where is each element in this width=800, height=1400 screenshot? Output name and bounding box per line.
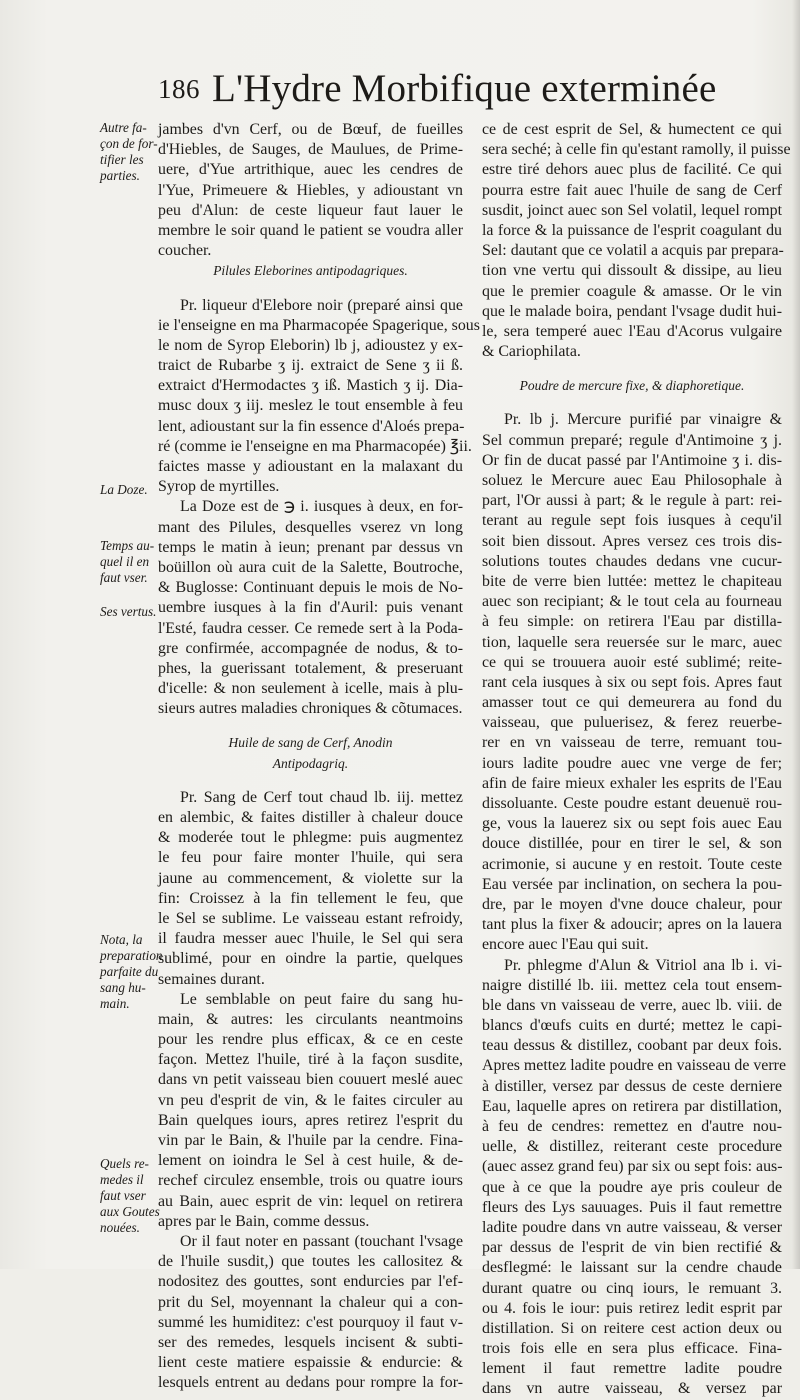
right-column-text-line: estre tiré dehors auec plus de facilité. Ce qui	[482, 161, 782, 179]
right-column-text-line: dans vn autre vaisseau, & versez par	[482, 1380, 782, 1398]
margin-note-line: Ses vertus.	[100, 604, 157, 619]
left-column-text-line: le feu pour faire monter l'huile, qui sera	[158, 849, 463, 867]
right-column-text-line: pourra estre fait auec l'huile de sang de Cerf	[482, 181, 782, 199]
right-column-text-line: iours ladite poudre auec vne verge de fer;	[482, 754, 782, 772]
right-column-heading: Poudre de mercure fixe, & diaphoretique.	[519, 378, 745, 394]
left-column-text-line: Syrop de myrtilles.	[158, 478, 280, 496]
right-column-text-line: susdit, joinct auec son Sel volatil, lequel rompt	[482, 201, 782, 219]
left-column-text-line: & moderée tout le phlegme: puis augmentez	[158, 829, 463, 847]
right-column-text-line: à feu de cendres: remettez en d'autre nou-	[482, 1118, 782, 1135]
right-column-text-line: solutions toutes chaudes dedans vne cucur-	[482, 552, 782, 570]
margin-note-line: parties.	[100, 168, 140, 183]
left-column-text-line: gre confirmée, accompagnée de nodus, & to-	[158, 639, 463, 657]
right-column-spacer	[482, 362, 782, 376]
left-column-text-line: lesquels entrent au dedans pour rompre la for-	[158, 1374, 463, 1392]
right-column-text-line: afin de faire mieux exhaler les esprits de l'Eau	[482, 774, 782, 792]
margin-note-line: parfaite du	[100, 964, 159, 979]
left-column-text-line: peu d'Alun: de ceste liqueur faut lauer le	[158, 201, 463, 219]
left-column-text-line: uere, d'Yue artrithique, auec les cendres de	[158, 161, 463, 179]
left-column-text-line: fin: Croissez à la fin tellement le feu, que	[158, 889, 463, 907]
left-column-text-line: lent, adioustant sur la fin essence d'Aloés prepa-	[158, 417, 465, 435]
left-column-text-line: jambes d'vn Cerf, ou de Bœuf, de fueilles	[158, 121, 463, 138]
left-column-text-line: traict de Rubarbe ʒ ij. extraict de Sene ʒ ii ß.	[158, 357, 463, 375]
right-column-text-line: bite de verre bien luttée: mettez le chapiteau	[482, 572, 782, 590]
left-column-text-line: Or il faut noter en passant (touchant l'vsage	[180, 1232, 463, 1250]
left-column-spacer	[158, 774, 463, 788]
right-column-text-line: par dessus de l'esprit de vin bien rectifié &	[482, 1239, 782, 1257]
left-column-text-line: musc doux ʒ iij. meslez le tout ensemble à feu	[158, 397, 463, 415]
right-column-text-line: Pr. lb j. Mercure purifié par vinaigre &	[504, 411, 782, 429]
right-column-text-line: terant au regule sept fois iusques à cequ'il	[482, 512, 782, 530]
right-column-text-line: Pr. phlegme d'Alun & Vitriol ana lb i. vi-	[504, 956, 782, 974]
right-column-text-line: part, l'Or aussi à part; & le regule à part: rei-	[482, 492, 782, 510]
margin-note-line: Autre fa-	[100, 120, 147, 135]
left-column-heading: Antipodagriq.	[272, 755, 349, 771]
margin-note-line: preparation	[100, 948, 163, 963]
page-number: 186	[158, 74, 200, 104]
left-column-text-line: sublimé, pour en oindre la partie, quelques	[158, 950, 463, 968]
left-column-text-line: ser des remedes, lesquels incisent & subti-	[158, 1333, 463, 1351]
right-column-text-line: soit bien dissout. Apres versez ces trois dis-	[482, 532, 782, 550]
left-column-text-line: mant des Pilules, desquelles vserez vn long	[158, 518, 463, 536]
margin-note-line: faut vser	[100, 1188, 146, 1203]
left-column-text-line: nodositez des gouttes, sont endurcies par l'ef-	[158, 1273, 463, 1291]
right-column-text-line: rant cela iusques à six ou sept fois. Apres faut	[482, 673, 782, 691]
right-column-text-line: la force & la puissance de l'esprit coagulant du	[482, 221, 782, 239]
right-column-text-line: ce qui se trouuera auoir esté sublimé; reite-	[482, 653, 782, 671]
margin-note	[100, 604, 160, 620]
left-column-text-line: pour les rendre plus efficax, & ce en ceste	[158, 1031, 463, 1049]
left-column-text-line: La Doze est de ℈ i. iusques à deux, en for-	[180, 498, 463, 516]
margin-note-line: faut vser.	[100, 570, 148, 585]
left-column-text-line: vn peu d'esprit de vin, & le faites circuler au	[158, 1091, 463, 1109]
right-column-text-line: naigre distillé lb. iii. mettez cela tout ensem-	[482, 976, 782, 994]
right-column-text-line: Or fin de ducat passé par l'Antimoine ʒ i. dis-	[482, 451, 782, 469]
left-column-heading: Huile de sang de Cerf, Anodin	[228, 735, 393, 751]
margin-note-line: sang hu-	[100, 980, 146, 995]
right-column-text-line: soluez le Mercure auec Eau Philosophale à	[482, 472, 782, 489]
right-column-text-line: teau dessus & distillez, coobant par deux fois.	[482, 1037, 782, 1055]
margin-note-line: nouées.	[100, 1220, 140, 1235]
right-column-text-line: (auec assez grand feu) par six ou sept fois: aus-	[482, 1158, 783, 1176]
right-column-text-line: à feu simple: on retirera l'Eau par distilla-	[482, 613, 782, 631]
margin-note-line: Quels re-	[100, 1156, 149, 1171]
right-column-text-line: & Cariophilata.	[482, 343, 581, 361]
page-edge-shadow	[792, 0, 800, 1269]
right-column-text-line: le, sera temperé auec l'Eau d'Acorus vulgaire	[482, 322, 782, 340]
margin-note	[100, 482, 160, 498]
left-column-text-line: l'Yue, Primeuere & Hiebles, y adioustant vn	[158, 181, 463, 199]
right-column-text-line: tion vne vertu qui dissoult & dissipe, au lieu	[482, 262, 782, 280]
left-column-text-line: au Bain, auec esprit de vin: lequel on retirera	[158, 1192, 463, 1210]
right-column-text-line: dissoluante. Ceste poudre estant deuenuë rou-	[482, 795, 782, 812]
right-column-text-line: Eau versée par inclination, on sechera la pou-	[482, 875, 782, 893]
right-column-text-line: fleurs des Lys sauuages. Puis il faut remettre	[482, 1198, 782, 1216]
right-column-text-line: à distiller, versez par dessus de ceste derniere	[482, 1077, 782, 1095]
left-column-text-line: lient ceste matiere espaissie & endurcie: &	[158, 1354, 463, 1372]
margin-note	[100, 932, 163, 1012]
margin-notes	[0, 0, 163, 1269]
margin-note-line: main.	[100, 996, 130, 1011]
right-column-text-line: sera seché; à celle fin qu'estant ramolly, il puisse	[482, 141, 791, 159]
left-column	[158, 120, 480, 1393]
left-column-text-line: prit du Sel, moyennant la chaleur qui a con-	[158, 1293, 463, 1311]
margin-note	[100, 1156, 160, 1236]
right-column-text-line: rer en vn vaisseau de terre, remuant tou-	[482, 734, 782, 752]
left-column-text-line: façon. Mettez l'huile, tiré à la façon susdite,	[158, 1051, 463, 1069]
margin-note-line: medes il	[100, 1172, 144, 1187]
left-column-text-line: boüillon où aura cuit de la Salette, Boutroche,	[158, 558, 463, 576]
right-column-text-line: vaisseau, que puluerisez, & ferez reuerbe-	[482, 714, 782, 732]
left-column-text-line: ie l'enseigne en ma Pharmacopée Spagerique, sous	[158, 316, 480, 334]
right-column-text-line: durant quatre ou cinq iours, le remuant 3.	[482, 1279, 782, 1297]
left-column-text-line: d'Hiebles, de Sauges, de Maulues, de Prime-	[158, 141, 463, 159]
left-column-text-line: ré (comme ie l'enseigne en ma Pharmacopée) ℥ii.	[158, 437, 472, 455]
right-column-text-line: ble dans vn vaisseau de verre, auec lb. viii. de	[482, 996, 782, 1014]
left-column-text-line: dans vn petit vaisseau bien couuert meslé auec	[158, 1071, 463, 1089]
right-column-text-line: Sel: dautant que ce volatil a acquis par prepara-	[482, 242, 784, 260]
margin-note-line: La Doze.	[100, 482, 148, 497]
right-column-text-line: blancs d'œufs cuits en durté; mettez le capi-	[482, 1017, 782, 1035]
right-column-text-line: acrimonie, si aucune y en restoit. Toute ceste	[482, 855, 782, 873]
right-column-text-line: que à ce que la poudre aye pris couleur de	[482, 1178, 782, 1196]
left-column-text-line: il faudra messer auec l'huile, le Sel qui sera	[158, 930, 463, 948]
left-column-text-line: temps le matin à ieun; prenant par dessus vn	[158, 538, 463, 556]
left-column-text-line: & Buglosse: Continuant depuis le mois de No-	[158, 579, 463, 597]
margin-note-line: quel il en	[100, 554, 150, 569]
running-title: L'Hydre Morbifique exterminée	[212, 67, 717, 110]
left-column-text-line: summé les humiditez: c'est pourquoy il faut v-	[158, 1313, 463, 1331]
left-column-text-line: rechef circulez ensemble, trois ou quatre iours	[158, 1172, 463, 1190]
right-column-text-line: que le malade boira, pendant l'vsage dudit hui-	[482, 302, 782, 320]
right-column-text-line: que le premier coagule & amasse. Or le vin	[482, 282, 782, 300]
right-column-text-line: encore auec l'Eau qui suit.	[482, 936, 649, 954]
right-column-text-line: auec son recipiant; & le tout cela au fourneau	[482, 593, 782, 611]
right-column-text-line: amasser tout ce qui demeurera au fond du	[482, 694, 782, 712]
left-column-text-line: d'icelle: & non seulement à icelle, mais à plu-	[158, 680, 463, 698]
left-column-text-line: sieurs autres maladies chroniques & cõtumaces.	[158, 700, 463, 718]
margin-note-line: tifier les	[100, 152, 144, 167]
left-column-text-line: l'Esté, faudra cesser. Ce remede sert à la Poda-	[158, 619, 463, 637]
left-column-text-line: en alembic, & faites distiller à chaleur douce	[158, 809, 463, 826]
left-column-text-line: Pr. Sang de Cerf tout chaud lb. iij. mettez	[180, 788, 463, 806]
margin-note	[100, 538, 160, 586]
left-column-text-line: de l'huile susdit,) que toutes les callositez &	[158, 1253, 463, 1271]
left-column-text-line: main, & autres: les circulants neantmoins	[158, 1010, 463, 1028]
margin-note-line: Nota, la	[100, 932, 143, 947]
left-column-spacer	[158, 719, 463, 733]
right-column-text-line: tion, laquelle sera reuersée sur le marc, auec	[482, 633, 782, 651]
left-column-text-line: Bain quelques iours, apres retirez l'esprit du	[158, 1111, 463, 1129]
right-column-spacer	[482, 396, 782, 410]
left-column-text-line: membre le soir quand le patient se voudra aller	[158, 221, 463, 239]
left-column-text-line: coucher.	[158, 242, 212, 260]
right-column-text-line: trois fois elle en sera plus efficace. Fina-	[482, 1340, 782, 1358]
left-column-text-line: vin par le Bain, & l'huile par la cendre. Fina-	[158, 1132, 463, 1149]
right-column-text-line: dre, par le moyen d'vne douce chaleur, pour	[482, 895, 782, 913]
right-column-text-line: desflegmé: le laissant sur la cendre chaude	[482, 1259, 782, 1277]
right-column-text-line: ou 4. fois le iour: puis retirez ledit esprit par	[482, 1299, 782, 1317]
right-column-text-line: Sel commun preparé; regule d'Antimoine ʒ j.	[482, 431, 782, 449]
left-column-text-line: phes, la guerissant totalement, & preseruant	[158, 659, 463, 677]
right-column-text-line: distillation. Si on reitere cest action deux ou	[482, 1319, 782, 1337]
right-column-text-line: ladite poudre dans vn autre vaisseau, & verser	[482, 1218, 782, 1236]
left-column-spacer	[158, 282, 463, 296]
left-column-text-line: Pr. liqueur d'Elebore noir (preparé ainsi que	[180, 296, 463, 314]
margin-note-line: aux Goutes	[100, 1204, 160, 1219]
right-column-text-line: douce distillée, pour en tirer le sel, & son	[482, 835, 782, 853]
margin-note-line: çon de for-	[100, 136, 158, 151]
left-column-text-line: uembre iusques à la fin d'Auril: puis venant	[158, 599, 463, 617]
left-column-text-line: lement on ioindra le Sel à cest huile, & de-	[158, 1152, 463, 1170]
right-column-text-line: Apres mettez ladite poudre en vaisseau de verre	[482, 1057, 786, 1075]
right-column-text-line: tant plus la fixer & adoucir; apres on la lauera	[482, 916, 782, 934]
margin-note-line: Temps au-	[100, 538, 155, 553]
left-column-text-line: le nom de Syrop Eleborin) lb j, adioustez y ex-	[158, 336, 463, 354]
left-column-text-line: extraict d'Hermodactes ʒ iß. Mastich ʒ ij. Dia-	[158, 377, 463, 395]
left-column-text-line: jaune au commencement, & violette sur la	[158, 869, 463, 887]
right-column	[482, 120, 791, 1400]
margin-note	[100, 120, 160, 184]
left-column-text-line: faictes masse y adioustant en la malaxant du	[158, 458, 463, 475]
right-column-text-line: Eau, laquelle apres on retirera par distillation,	[482, 1097, 782, 1115]
left-column-text-line: le Sel se sublime. Le vaisseau estant refroidy,	[158, 909, 463, 927]
left-column-text-line: Le semblable on peut faire du sang hu-	[180, 990, 463, 1008]
right-column-text-line: ge, vous la lauerez six ou sept fois auec Eau	[482, 815, 782, 833]
right-column-text-line: lement il faut remettre ladite poudre	[482, 1360, 782, 1378]
right-column-text-line: ce de cest esprit de Sel, & humectent ce qui	[482, 121, 782, 138]
left-column-heading: Pilules Eleborines antipodagriques.	[213, 263, 408, 279]
left-column-text-line: semaines durant.	[158, 970, 265, 988]
right-column-text-line: uelle, & distillez, reiterant ceste procedure	[482, 1138, 782, 1156]
left-column-text-line: apres par le Bain, comme dessus.	[158, 1212, 370, 1230]
